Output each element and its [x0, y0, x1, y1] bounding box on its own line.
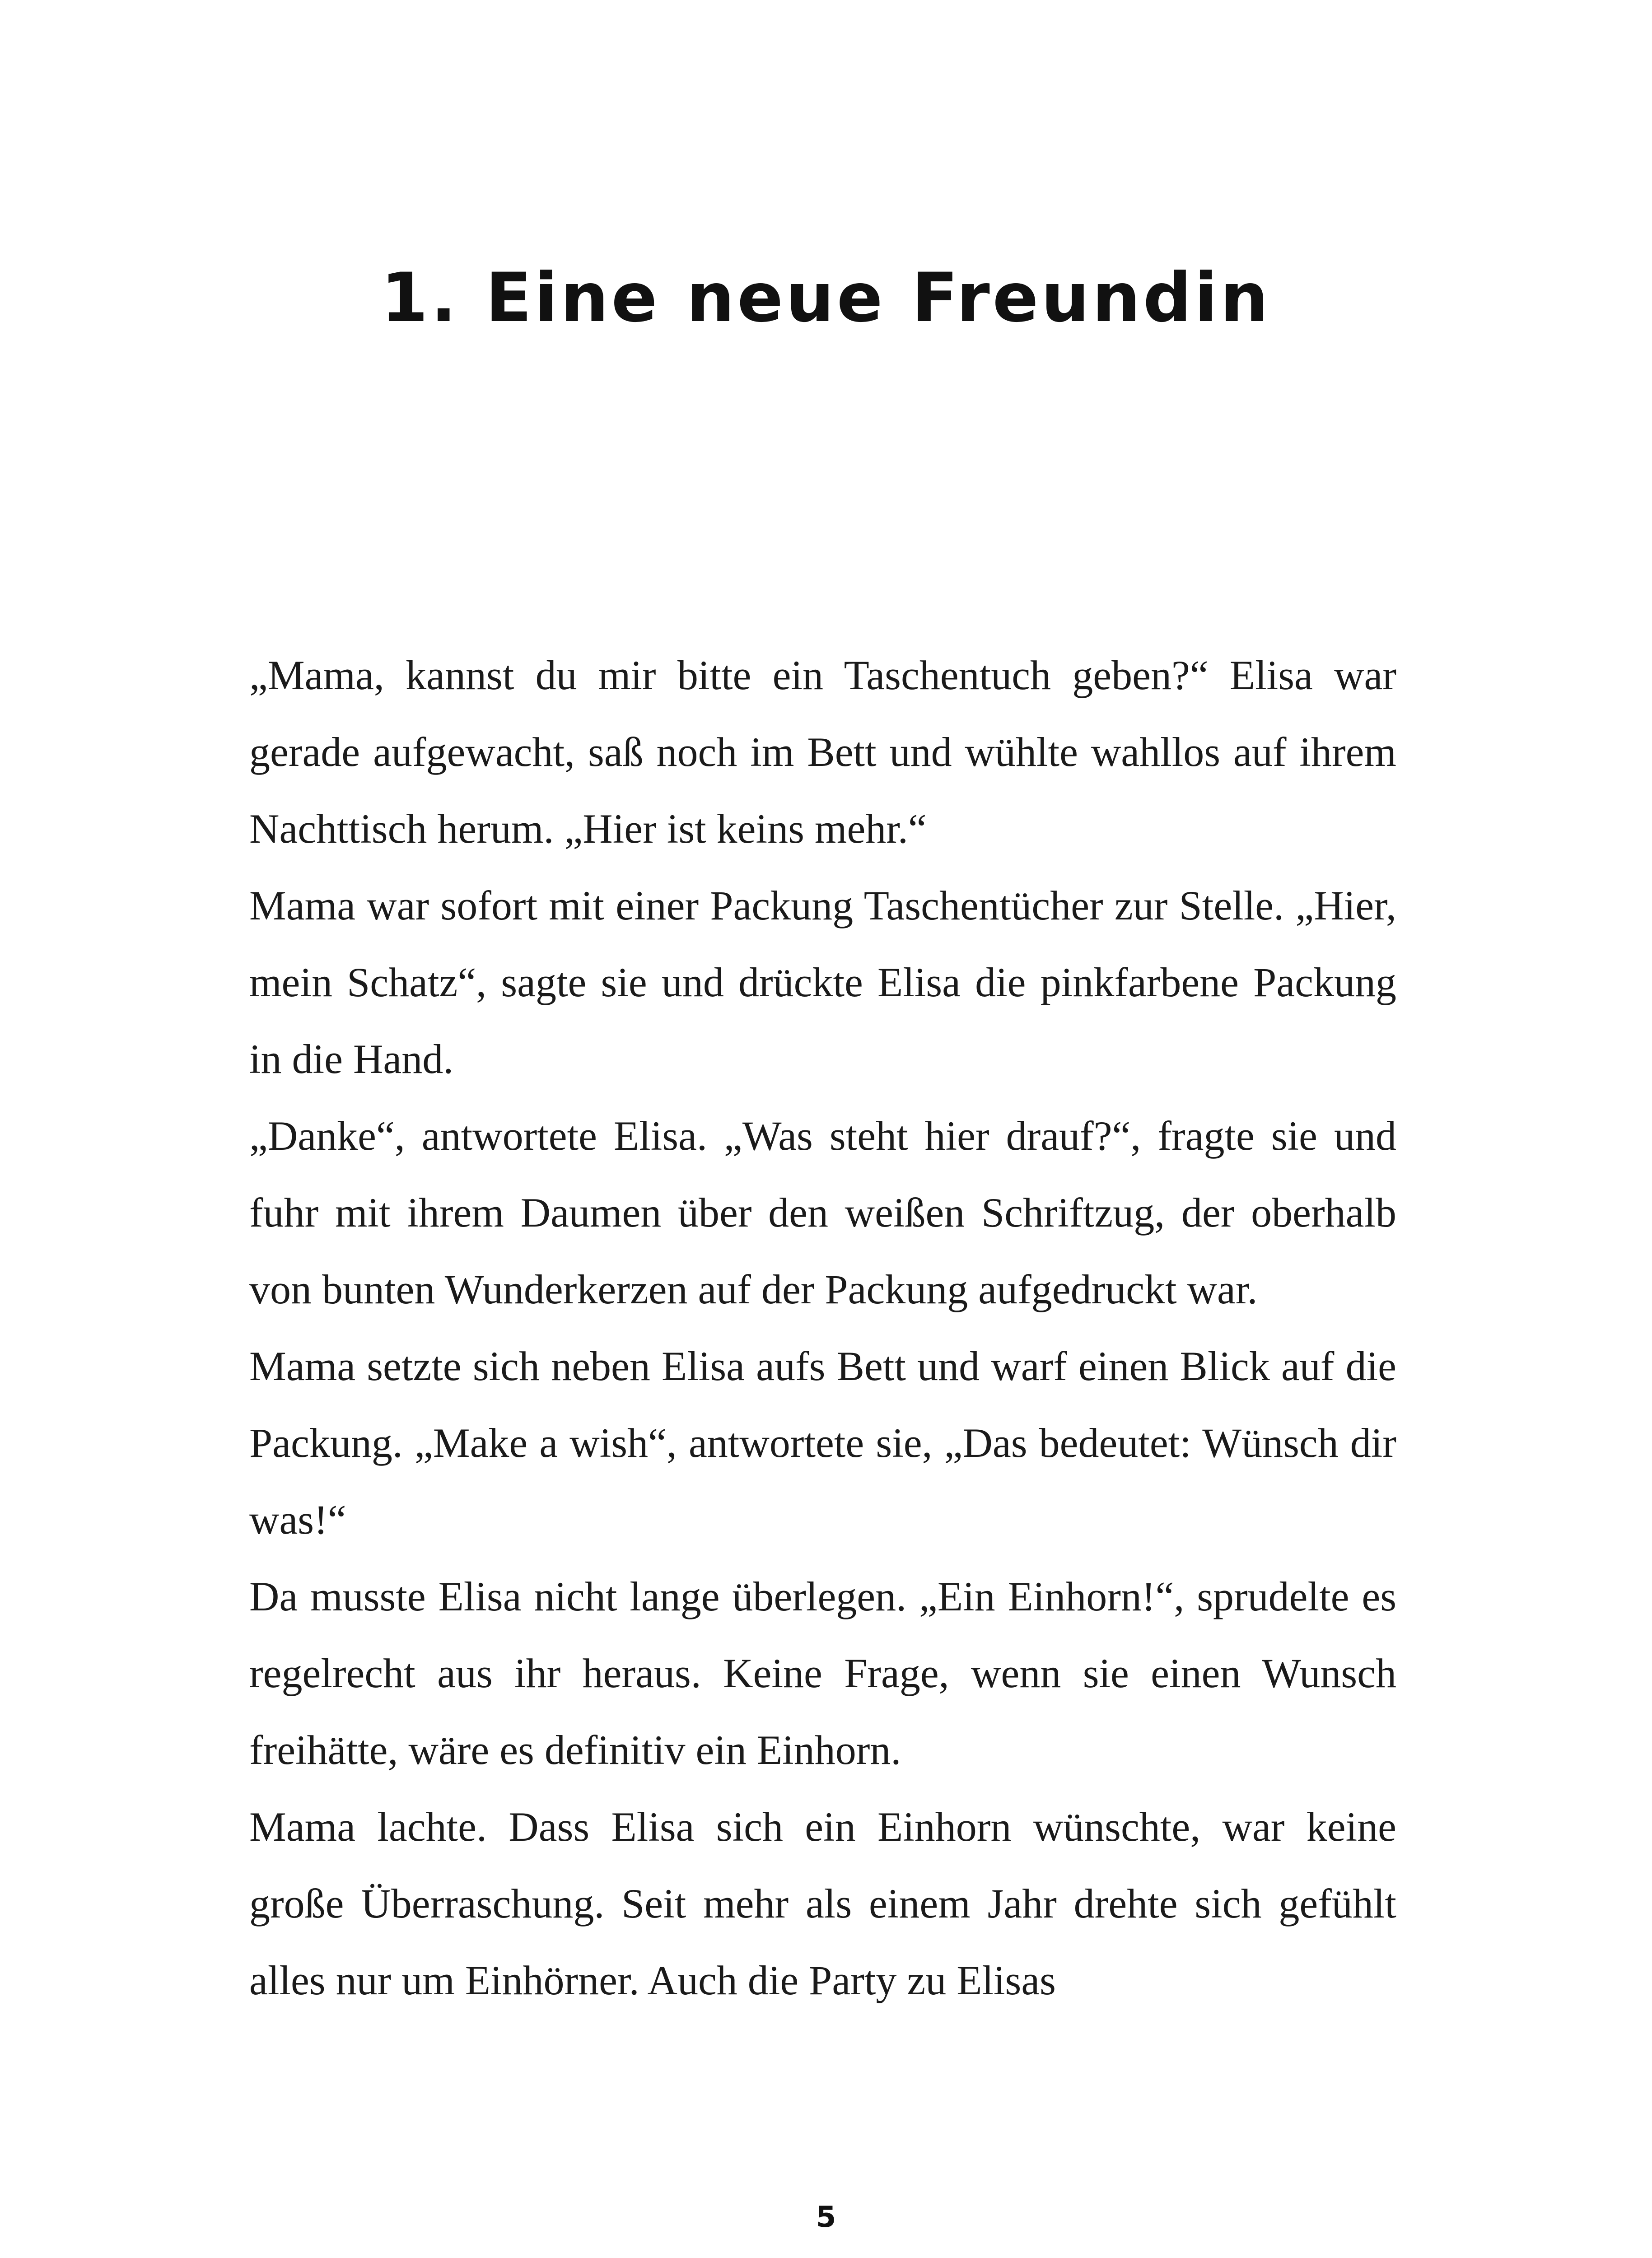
body-text: [249, 637, 1396, 2019]
paragraph: Mama war sofort mit einer Packung Taschentücher zur Stelle. „Hier, mein Schatz“, sagte sie und drückte Elisa die pinkfarbene Packung in die Hand.: [249, 882, 1396, 1082]
paragraph: Mama setzte sich neben Elisa aufs Bett und warf einen Blick auf die Packung. „Make a wish“, antwortete sie, „Das bedeutet: Wünsch dir was!“: [249, 1343, 1396, 1543]
page-number: 5: [816, 2201, 836, 2234]
paragraph: „Mama, kannst du mir bitte ein Taschentuch geben?“ Elisa war gerade aufgewacht, saß noch im Bett und wühlte wahllos auf ihrem Nachttisch herum. „Hier ist keins mehr.“: [249, 652, 1396, 852]
chapter-title: 1. Eine neue Freundin: [381, 259, 1271, 337]
paragraph: „Danke“, antwortete Elisa. „Was steht hier drauf?“, fragte sie und fuhr mit ihrem Daumen über den weißen Schriftzug, der oberhalb von bunten Wunderkerzen auf der Packung aufgedruckt war.: [249, 1113, 1396, 1312]
paragraph: Da musste Elisa nicht lange überlegen. „Ein Einhorn!“, sprudelte es regelrecht aus ihr heraus. Keine Frage, wenn sie einen Wunsch freihätte, wäre es definitiv ein Einhorn.: [249, 1573, 1396, 1773]
paragraph: Mama lachte. Dass Elisa sich ein Einhorn wünschte, war keine große Überraschung. Seit mehr als einem Jahr drehte sich gefühlt alles nur um Einhörner. Auch die Party zu Elisas: [249, 1804, 1396, 2003]
